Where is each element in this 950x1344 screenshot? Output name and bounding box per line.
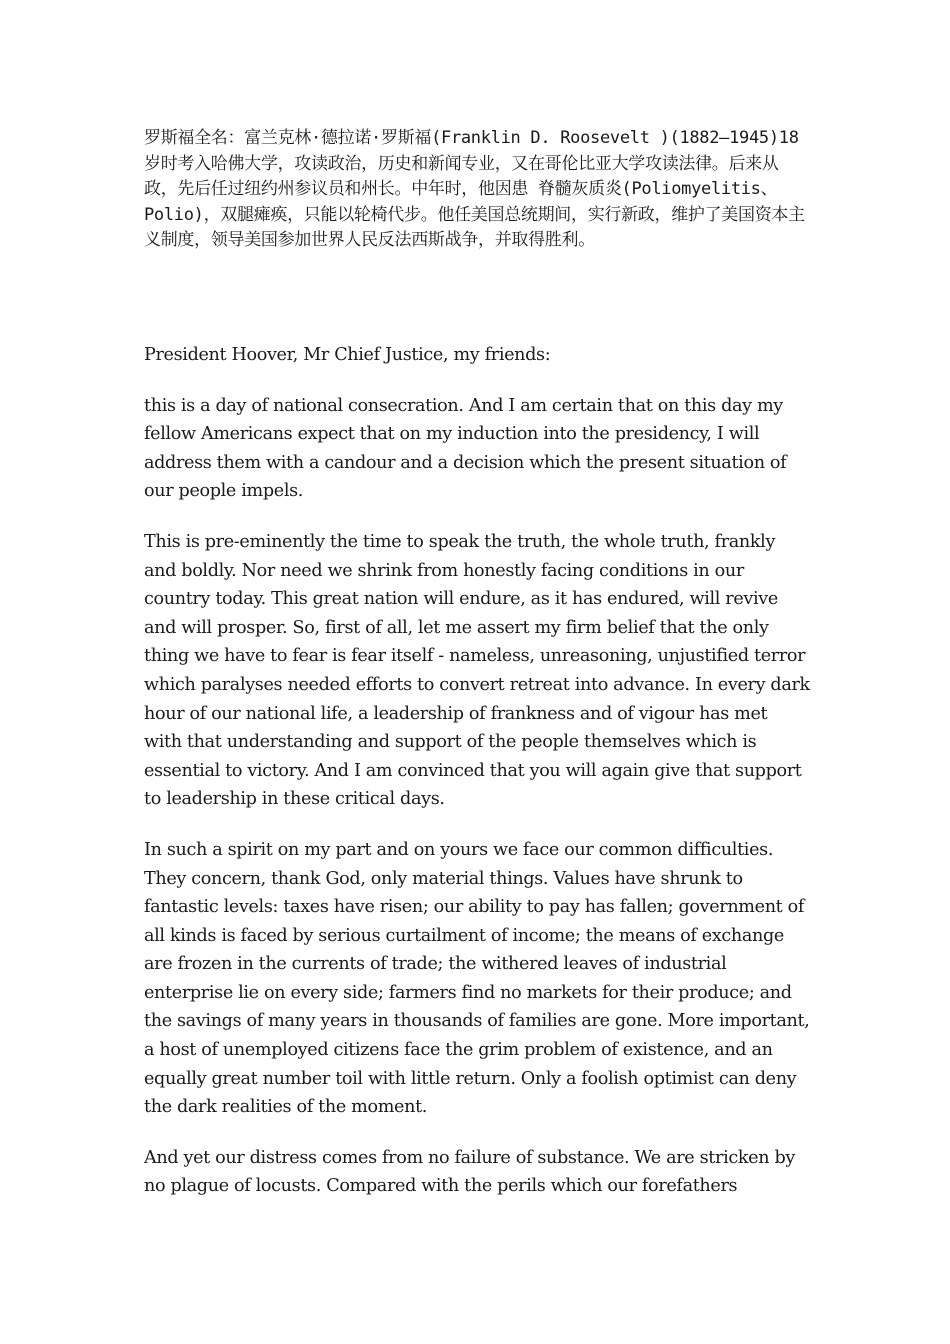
speech-paragraph-2: This is pre-eminently the time to speak the truth, the whole truth, frankly and boldly. Nor need we shrink from honestly facing conditions in our country today. This great nation will endure, as it has endured, will revive and will prosper. So, first of all, let me assert my firm belief that the only thing we have to fear is fear itself - nameless, unreasoning, unjustified terror which paralyses needed efforts to convert retreat into advance. In every dark hour of our national life, a leadership of frankness and of vigour has met with that understanding and support of the people themselves which is essential to victory. And I am convinced that you will again give that support to leadership in these critical days. (144, 531, 810, 810)
speech-body (144, 341, 810, 1223)
chinese-intro-paragraph: 罗斯福全名：富兰克林·德拉诺·罗斯福(Franklin D. Roosevelt )(1882—1945)18岁时考入哈佛大学，攻读政治，历史和新闻专业，又在哥伦比亚大学攻读法律。后来从政，先后任过纽约州参议员和州长。中年时，他因患 脊髓灰质炎(Poliomyelitis、Polio)，双腿瘫痪，只能以轮椅代步。他任美国总统期间，实行新政，维护了美国资本主义制度，领导美国参加世界人民反法西斯战争，并取得胜利。 (144, 128, 805, 251)
speech-paragraph-4: And yet our distress comes from no failure of substance. We are stricken by no plague of locusts. Compared with the perils which our forefathers (144, 1147, 795, 1197)
speech-paragraph-3: In such a spirit on my part and on yours we face our common difficulties. They concern, thank God, only material things. Values have shrunk to fantastic levels: taxes have risen; our ability to pay has fallen; government of all kinds is faced by serious curtailment of income; the means of exchange are frozen in the currents of trade; the withered leaves of industrial enterprise lie on every side; farmers find no markets for their produce; and the savings of many years in thousands of families are gone. More important, a host of unemployed citizens face the grim problem of existence, and an equally great number toil with little return. Only a foolish optimist can deny the dark realities of the moment. (144, 839, 810, 1118)
speech-paragraph-1: this is a day of national consecration. And I am certain that on this day my fellow Americans expect that on my induction into the presidency, I will address them with a candour and a decision which the present situation of our people impels. (144, 395, 787, 502)
speech-salutation: President Hoover, Mr Chief Justice, my friends: (144, 345, 551, 365)
